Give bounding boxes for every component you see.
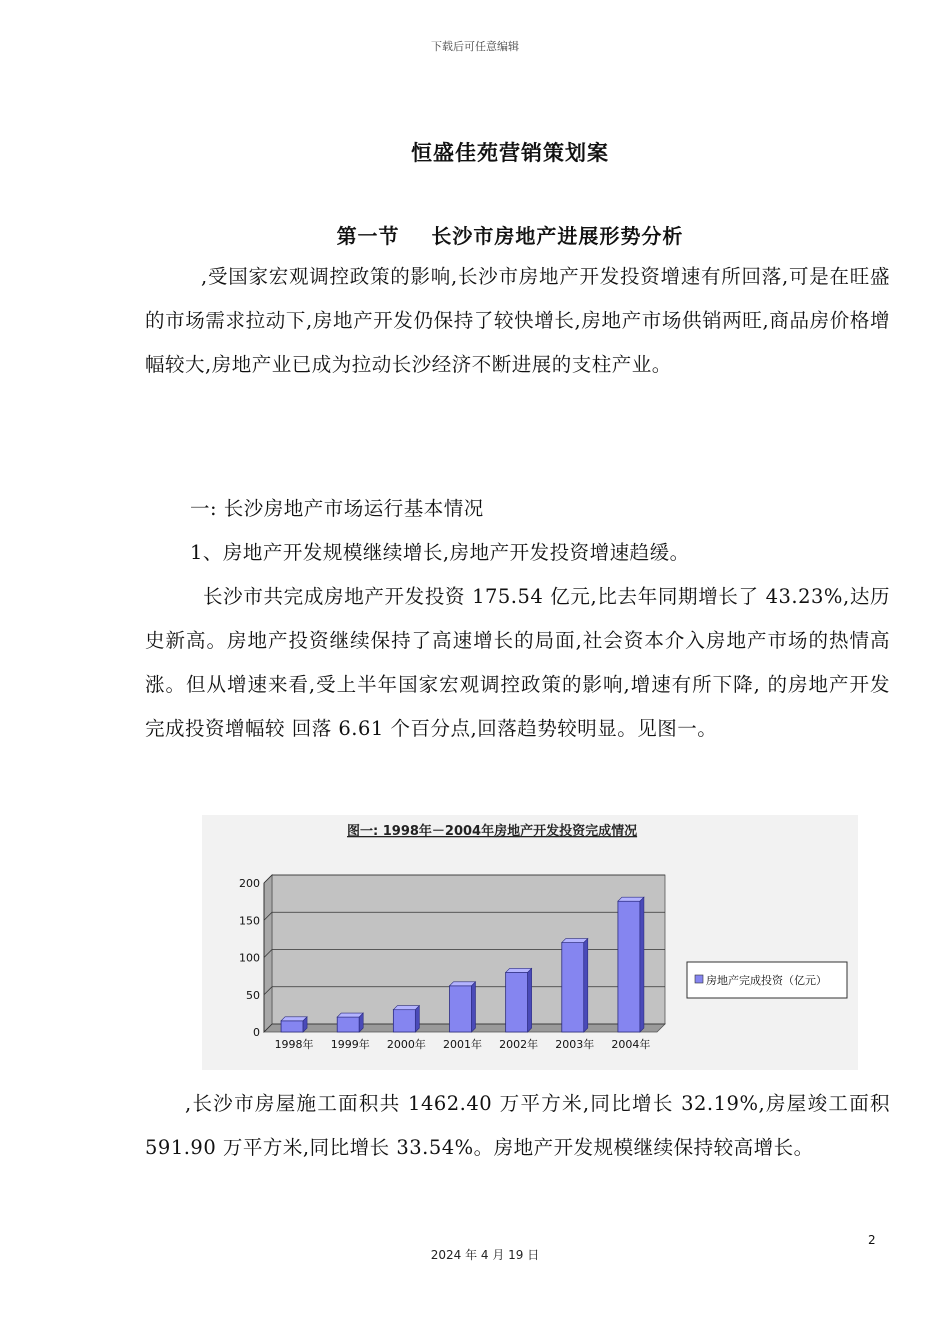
y-tick-label: 0 xyxy=(253,1026,260,1039)
bar-6 xyxy=(618,901,640,1032)
bar-top-5 xyxy=(562,939,588,943)
bar-side-3 xyxy=(472,982,476,1032)
heading-development-scale: 1、房地产开发规模继续增长,房地产开发投资增速趋缓。 xyxy=(190,541,690,564)
heading-market-overview: 一: 长沙房地产市场运行基本情况 xyxy=(190,497,484,520)
investment-chart-svg xyxy=(202,815,858,1070)
investment-paragraph: 长沙市共完成房地产开发投资 175.54 亿元,比去年同期增长了 43.23%,达历史新高。房地产投资继续保持了高速增长的局面,社会资本介入房地产市场的热情高涨。但从增速来看,受上半年国家宏观调控政策的影响,增速有所下降, 的房地产开发完成投资增幅较 回落 6.61 个百分点,回落趋势较明显。见图一。 xyxy=(145,585,890,740)
x-tick-label: 2003年 xyxy=(555,1038,595,1051)
bar-top-1 xyxy=(337,1013,363,1017)
x-tick-label: 2004年 xyxy=(611,1038,651,1051)
investment-chart xyxy=(202,815,858,1070)
bar-5 xyxy=(562,943,584,1032)
x-tick-label: 1998年 xyxy=(274,1038,314,1051)
x-tick-label: 2000年 xyxy=(386,1038,426,1051)
bar-2 xyxy=(393,1010,415,1032)
header-note: 下载后可任意编辑 xyxy=(431,40,519,53)
bar-top-0 xyxy=(281,1017,307,1021)
y-tick-label: 200 xyxy=(239,877,260,890)
y-tick-label: 50 xyxy=(246,988,260,1002)
chart-title: 图一: 1998年－2004年房地产开发投资完成情况 xyxy=(347,824,638,839)
chart-legend xyxy=(687,962,847,998)
x-tick-label: 1999年 xyxy=(330,1038,370,1051)
bar-side-6 xyxy=(640,897,644,1032)
footer-date: 2024 年 4 月 19 日 xyxy=(430,1248,540,1262)
bar-4 xyxy=(506,972,528,1032)
document-title: 恒盛佳苑营销策划案 xyxy=(411,140,609,165)
section-title: 第一节 长沙市房地产进展形势分析 xyxy=(336,224,684,248)
legend-swatch xyxy=(695,975,703,983)
bar-top-3 xyxy=(450,982,476,986)
page-number: 2 xyxy=(868,1233,876,1247)
bar-top-6 xyxy=(618,897,644,901)
bar-0 xyxy=(281,1021,303,1032)
bar-top-2 xyxy=(393,1006,419,1010)
y-tick-label: 150 xyxy=(239,914,260,928)
bar-3 xyxy=(450,986,472,1032)
construction-paragraph: ,长沙市房屋施工面积共 1462.40 万平方米,同比增长 32.19%,房屋竣工面积 591.90 万平方米,同比增长 33.54%。房地产开发规模继续保持较高增长。 xyxy=(145,1092,890,1159)
legend-label: 房地产完成投资（亿元） xyxy=(706,974,827,987)
y-tick-label: 100 xyxy=(239,951,260,965)
bar-1 xyxy=(337,1017,359,1032)
bar-side-2 xyxy=(415,1006,419,1032)
bar-side-5 xyxy=(584,939,588,1032)
intro-paragraph: ,受国家宏观调控政策的影响,长沙市房地产开发投资增速有所回落,可是在旺盛的市场需求拉动下,房地产开发仍保持了较快增长,房地产市场供销两旺,商品房价格增幅较大,房地产业已成为拉动长沙经济不断进展的支柱产业。 xyxy=(145,265,890,376)
x-tick-label: 2001年 xyxy=(443,1038,482,1051)
bar-side-4 xyxy=(528,968,532,1032)
bar-top-4 xyxy=(506,968,532,972)
x-tick-label: 2002年 xyxy=(499,1038,539,1051)
